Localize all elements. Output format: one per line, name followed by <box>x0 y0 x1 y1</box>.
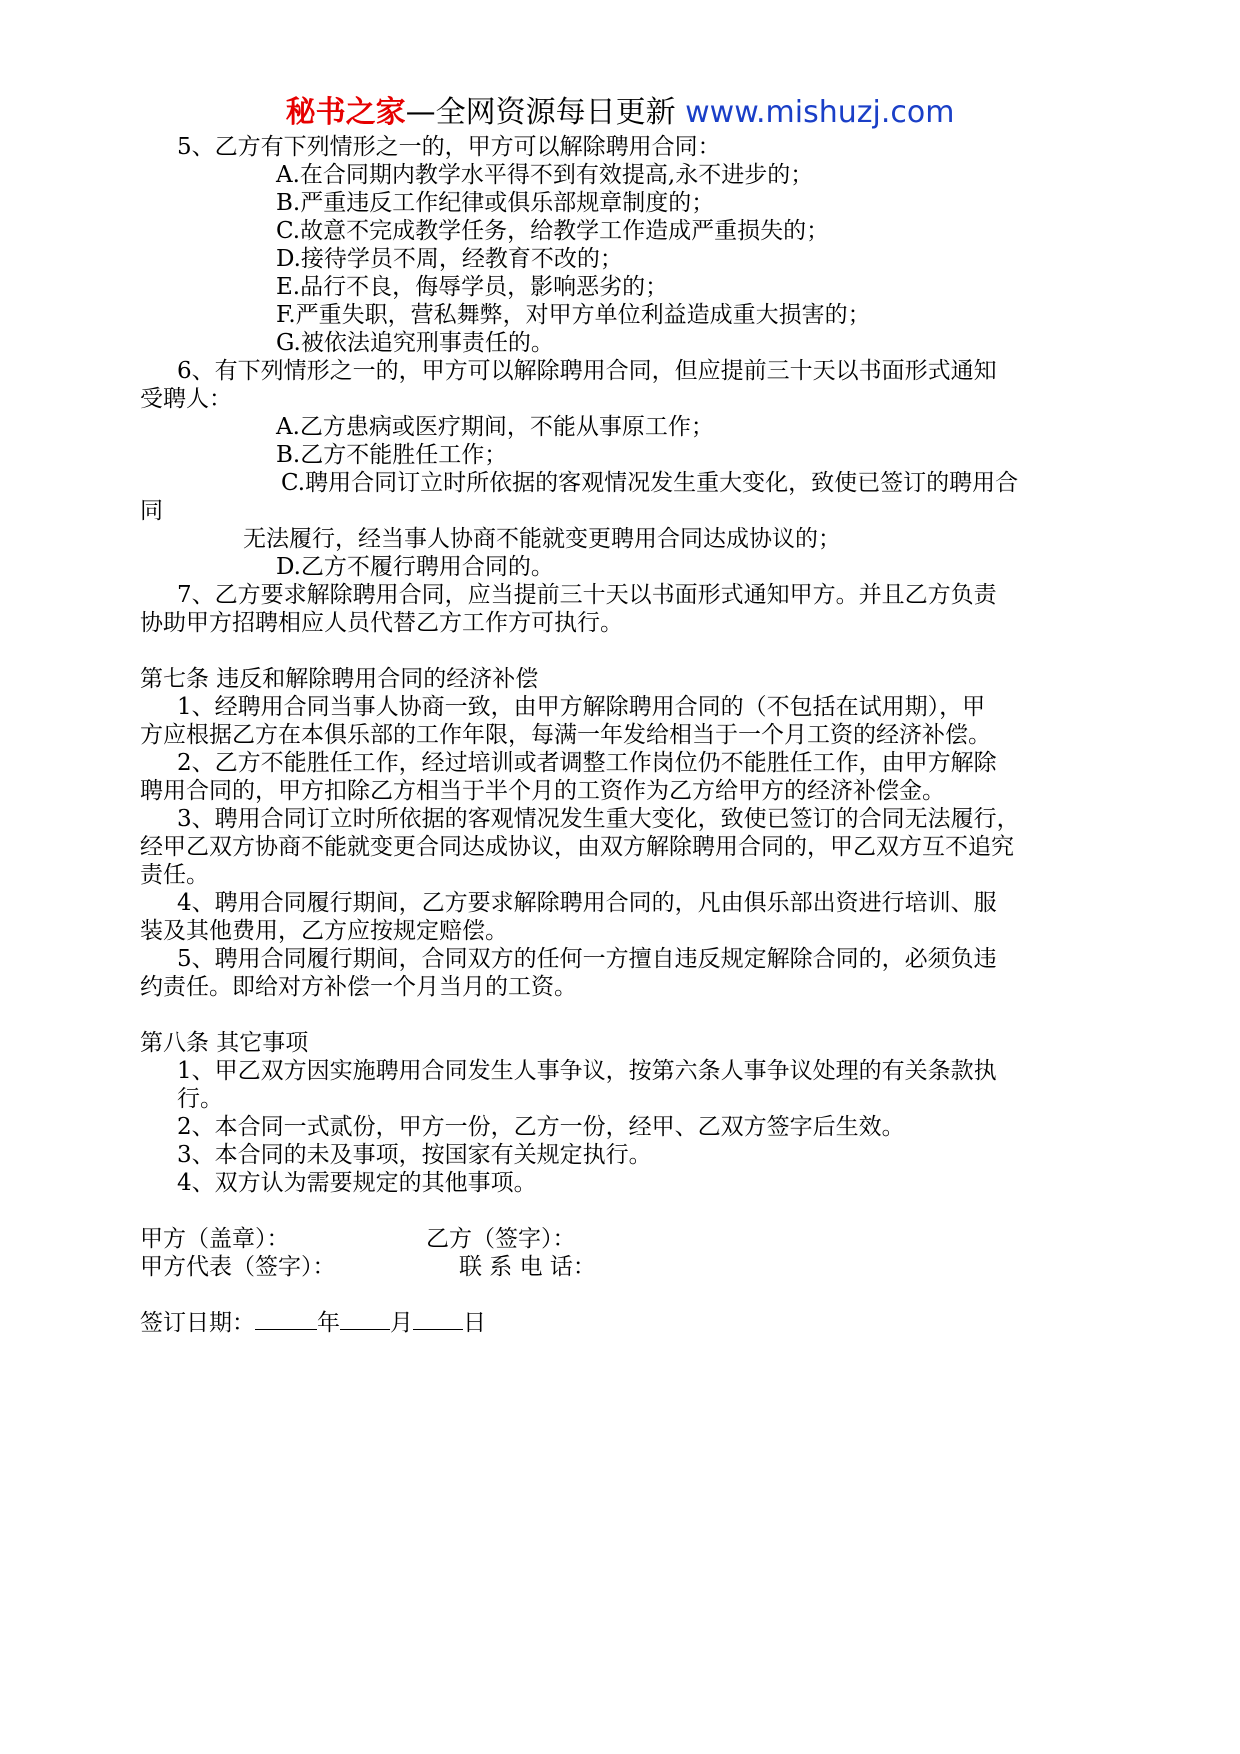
clause-5-item-a: A.在合同期内教学水平得不到有效提高,永不进步的； <box>276 162 814 188</box>
article-8-item-2: 2、本合同一式贰份，甲方一份，乙方一份，经甲、乙双方签字后生效。 <box>177 1114 905 1140</box>
article-8-item-1: 1、甲乙双方因实施聘用合同发生人事争议，按第六条人事争议处理的有关条款执 <box>177 1058 997 1084</box>
contact-phone-label: 联 系 电 话： <box>459 1254 596 1280</box>
party-a-rep-sign-label: 甲方代表（签字）： <box>140 1254 336 1280</box>
month-label: 月 <box>390 1310 413 1336</box>
article-7-item-3-cont2: 责任。 <box>140 862 209 888</box>
year-blank[interactable] <box>255 1328 317 1330</box>
article-7-item-3: 3、聘用合同订立时所依据的客观情况发生重大变化，致使已签订的合同无法履行， <box>177 806 1020 832</box>
site-brand: 秘书之家 <box>285 95 406 130</box>
day-label: 日 <box>463 1310 486 1336</box>
clause-6-heading-cont: 受聘人： <box>140 386 232 412</box>
article-8-title: 第八条 其它事项 <box>140 1030 309 1056</box>
article-7-item-5-cont: 约责任。即给对方补偿一个月当月的工资。 <box>140 974 577 1000</box>
clause-6-item-b: B.乙方不能胜任工作； <box>276 442 508 468</box>
clause-6-item-a: A.乙方患病或医疗期间，不能从事原工作； <box>276 414 714 440</box>
clause-6-item-d: D.乙方不履行聘用合同的。 <box>276 554 554 580</box>
article-7-item-4-cont: 装及其他费用，乙方应按规定赔偿。 <box>140 918 508 944</box>
article-7-item-3-cont: 经甲乙双方协商不能就变更合同达成协议，由双方解除聘用合同的，甲乙双方互不追究 <box>140 834 1014 860</box>
clause-5-heading: 5、乙方有下列情形之一的，甲方可以解除聘用合同： <box>177 134 721 160</box>
day-blank[interactable] <box>413 1328 463 1330</box>
sign-date-label: 签订日期： <box>140 1310 255 1336</box>
clause-6-item-c-wrap: 同 <box>140 498 163 524</box>
month-blank[interactable] <box>340 1328 390 1330</box>
article-7-item-2: 2、乙方不能胜任工作，经过培训或者调整工作岗位仍不能胜任工作，由甲方解除 <box>177 750 997 776</box>
site-url-link[interactable]: www.mishuzj.com <box>685 95 955 130</box>
clause-5-item-d: D.接待学员不周，经教育不改的； <box>276 246 623 272</box>
article-8-item-4: 4、双方认为需要规定的其他事项。 <box>177 1170 537 1196</box>
clause-7-text-cont: 协助甲方招聘相应人员代替乙方工作方可执行。 <box>140 610 623 636</box>
article-7-item-1: 1、经聘用合同当事人协商一致，由甲方解除聘用合同的（不包括在试用期），甲 <box>177 694 986 720</box>
party-b-sign-label: 乙方（签字）： <box>426 1226 576 1252</box>
clause-6-heading: 6、有下列情形之一的，甲方可以解除聘用合同，但应提前三十天以书面形式通知 <box>177 358 997 384</box>
clause-5-item-c: C.故意不完成教学任务，给教学工作造成严重损失的； <box>276 218 830 244</box>
site-tagline: —全网资源每日更新 <box>405 95 676 130</box>
article-8-item-1-cont: 行。 <box>177 1086 223 1112</box>
party-a-seal-label: 甲方（盖章）： <box>140 1226 290 1252</box>
clause-7-text: 7、乙方要求解除聘用合同，应当提前三十天以书面形式通知甲方。并且乙方负责 <box>177 582 997 608</box>
clause-5-item-g: G.被依法追究刑事责任的。 <box>276 330 554 356</box>
article-7-item-1-cont: 方应根据乙方在本俱乐部的工作年限，每满一年发给相当于一个月工资的经济补偿。 <box>140 722 991 748</box>
clause-5-item-e: E.品行不良，侮辱学员，影响恶劣的； <box>276 274 669 300</box>
article-7-item-5: 5、聘用合同履行期间，合同双方的任何一方擅自违反规定解除合同的，必须负违 <box>177 946 997 972</box>
article-7-title: 第七条 违反和解除聘用合同的经济补偿 <box>140 666 539 692</box>
clause-6-item-c: C.聘用合同订立时所依据的客观情况发生重大变化，致使已签订的聘用合 <box>281 470 1019 496</box>
article-7-item-2-cont: 聘用合同的，甲方扣除乙方相当于半个月的工资作为乙方给甲方的经济补偿金。 <box>140 778 945 804</box>
clause-6-item-c-cont: 无法履行，经当事人协商不能就变更聘用合同达成协议的； <box>243 526 841 552</box>
sign-date-row <box>140 1312 486 1335</box>
clause-5-item-f: F.严重失职，营私舞弊，对甲方单位利益造成重大损害的； <box>276 302 871 328</box>
article-8-item-3: 3、本合同的未及事项，按国家有关规定执行。 <box>177 1142 652 1168</box>
year-label: 年 <box>317 1310 340 1336</box>
clause-5-item-b: B.严重违反工作纪律或俱乐部规章制度的； <box>276 190 715 216</box>
article-7-item-4: 4、聘用合同履行期间，乙方要求解除聘用合同的，凡由俱乐部出资进行培训、服 <box>177 890 997 916</box>
